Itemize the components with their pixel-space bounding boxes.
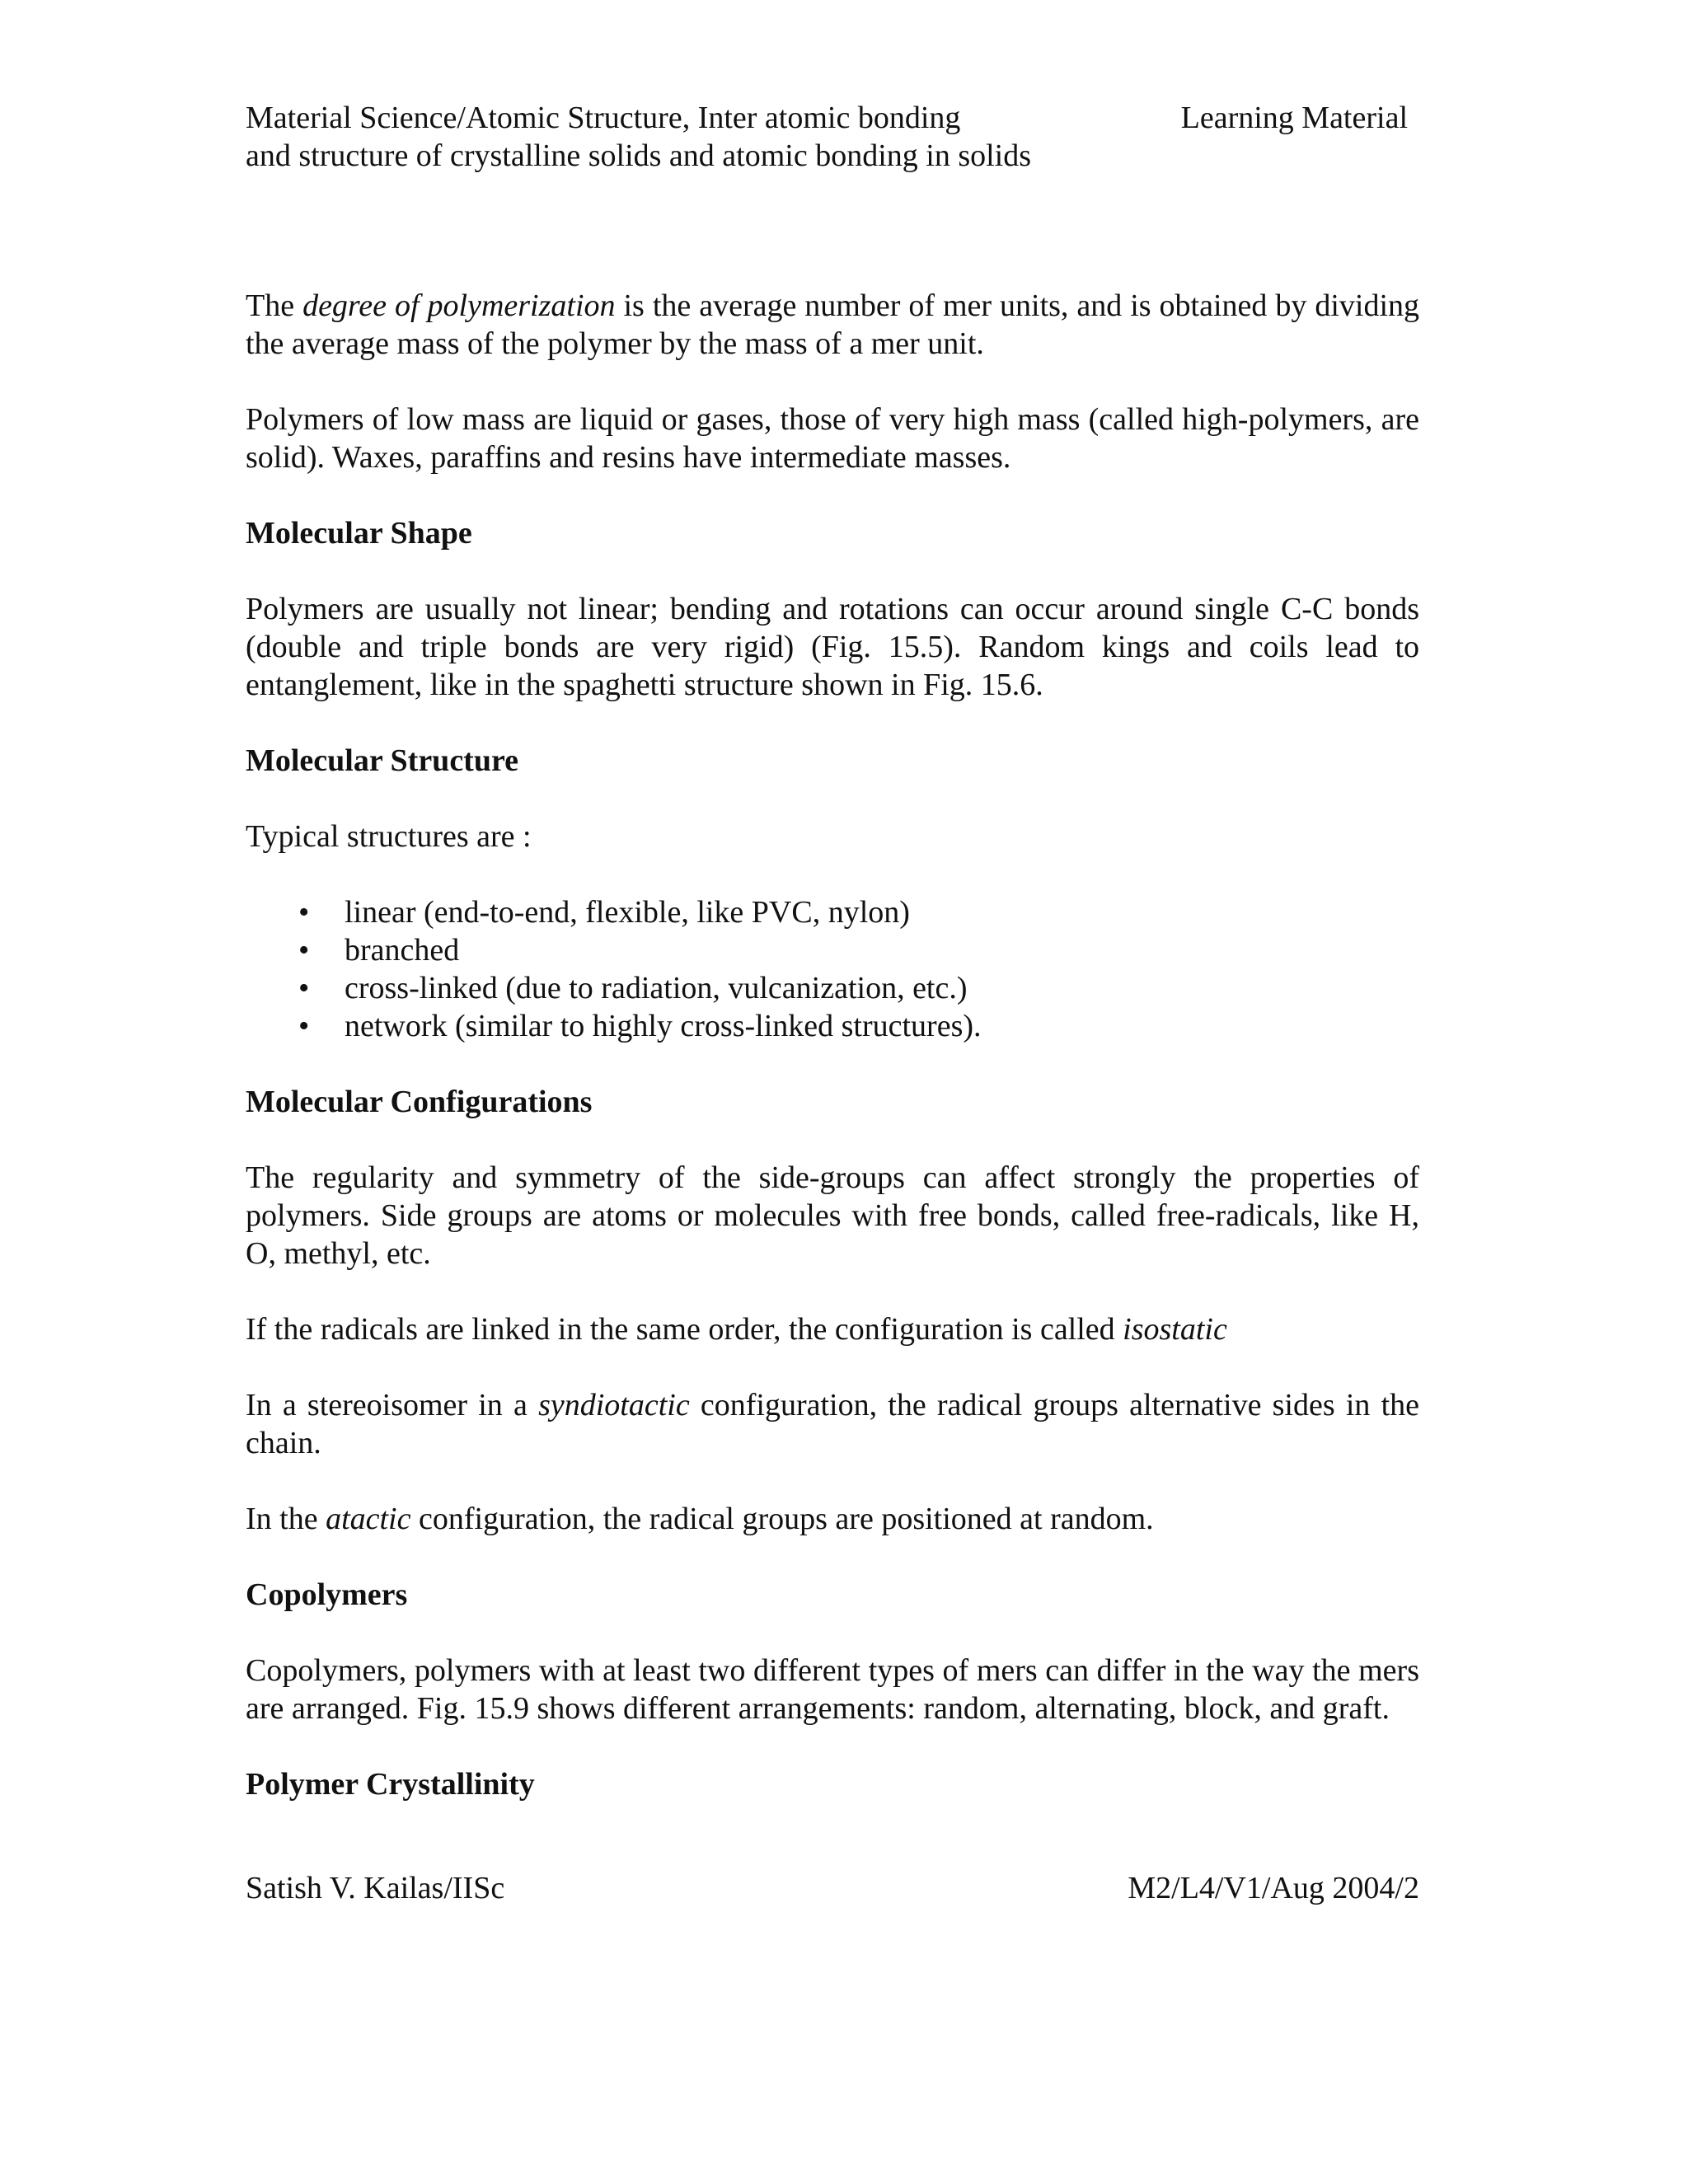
- emphasis-term: atactic: [326, 1502, 411, 1536]
- list-item-text: cross-linked (due to radiation, vulcanization, etc.): [345, 971, 968, 1005]
- text-run: The: [246, 288, 303, 323]
- text-run: In the: [246, 1502, 326, 1536]
- emphasis-term: degree of polymerization: [302, 288, 616, 323]
- text-run: If the radicals are linked in the same order, the configuration is called: [246, 1312, 1123, 1347]
- footer-author: Satish V. Kailas/IISc: [246, 1871, 505, 1905]
- text-run: configuration, the radical groups are positioned at random.: [410, 1502, 1154, 1536]
- paragraph-typical-structures: Typical structures are :: [246, 819, 532, 854]
- bullet-icon: •: [298, 971, 310, 1005]
- paragraph-atactic: [246, 1500, 1419, 1538]
- paragraph-copolymers: Copolymers, polymers with at least two different types of mers can differ in the way the mers are arranged. Fig. 15.9 shows different arrangements: random, alternating, block, and graft.: [246, 1653, 1419, 1726]
- paragraph-degree-of-polymerization: [246, 287, 1419, 363]
- bullet-icon: •: [298, 895, 310, 930]
- list-item-text: branched: [345, 933, 460, 968]
- list-item-text: network (similar to highly cross-linked structures).: [345, 1009, 982, 1043]
- emphasis-term: isostatic: [1123, 1312, 1227, 1347]
- paragraph-side-groups: The regularity and symmetry of the side-groups can affect strongly the properties of polymers. Side groups are atoms or molecules with free bonds, called free-radicals, like H, O, methyl, etc.: [246, 1160, 1419, 1271]
- paragraph-isostatic: [246, 1310, 1419, 1348]
- paragraph-molecular-shape: Polymers are usually not linear; bending and rotations can occur around single C-C bonds (double and triple bonds are very rigid) (Fig. 15.5). Random kings and coils lead to entanglement, like in the spaghetti structure shown in Fig. 15.6.: [246, 592, 1419, 702]
- list-item-text: linear (end-to-end, flexible, like PVC, nylon): [345, 895, 910, 930]
- list-item: [298, 969, 1419, 1007]
- list-item: [298, 1007, 1419, 1045]
- heading-molecular-shape: Molecular Shape: [246, 516, 472, 551]
- heading-copolymers: Copolymers: [246, 1577, 408, 1612]
- heading-molecular-structure: Molecular Structure: [246, 743, 519, 778]
- emphasis-term: syndiotactic: [538, 1388, 690, 1422]
- text-run: configuration, the radical groups alternative sides in the chain.: [246, 1388, 1419, 1460]
- structures-list: [246, 893, 1419, 1045]
- heading-molecular-configurations: Molecular Configurations: [246, 1085, 593, 1119]
- text-run: is the average number of mer units, and is obtained by dividing the average mass of the polymer by the mass of a mer unit.: [246, 288, 1420, 361]
- paragraph-polymer-mass: Polymers of low mass are liquid or gases, those of very high mass (called high-polymers, are solid). Waxes, paraffins and resins have intermediate masses.: [246, 402, 1419, 475]
- text-run: In a stereoisomer in a: [246, 1388, 539, 1422]
- list-item: [298, 893, 1419, 931]
- bullet-icon: •: [298, 933, 310, 968]
- paragraph-syndiotactic: [246, 1386, 1419, 1462]
- heading-polymer-crystallinity: Polymer Crystallinity: [246, 1767, 535, 1802]
- header-title: [246, 99, 1152, 175]
- header-title-line-2: and structure of crystalline solids and atomic bonding in solids: [246, 138, 1032, 173]
- header-label: Learning Material: [1180, 101, 1408, 135]
- document-body: [246, 287, 1419, 1841]
- list-item: [298, 931, 1419, 969]
- header-title-line-1: Material Science/Atomic Structure, Inter atomic bonding: [246, 101, 961, 135]
- footer-page-code: M2/L4/V1/Aug 2004/2: [1128, 1871, 1419, 1905]
- bullet-icon: •: [298, 1009, 310, 1043]
